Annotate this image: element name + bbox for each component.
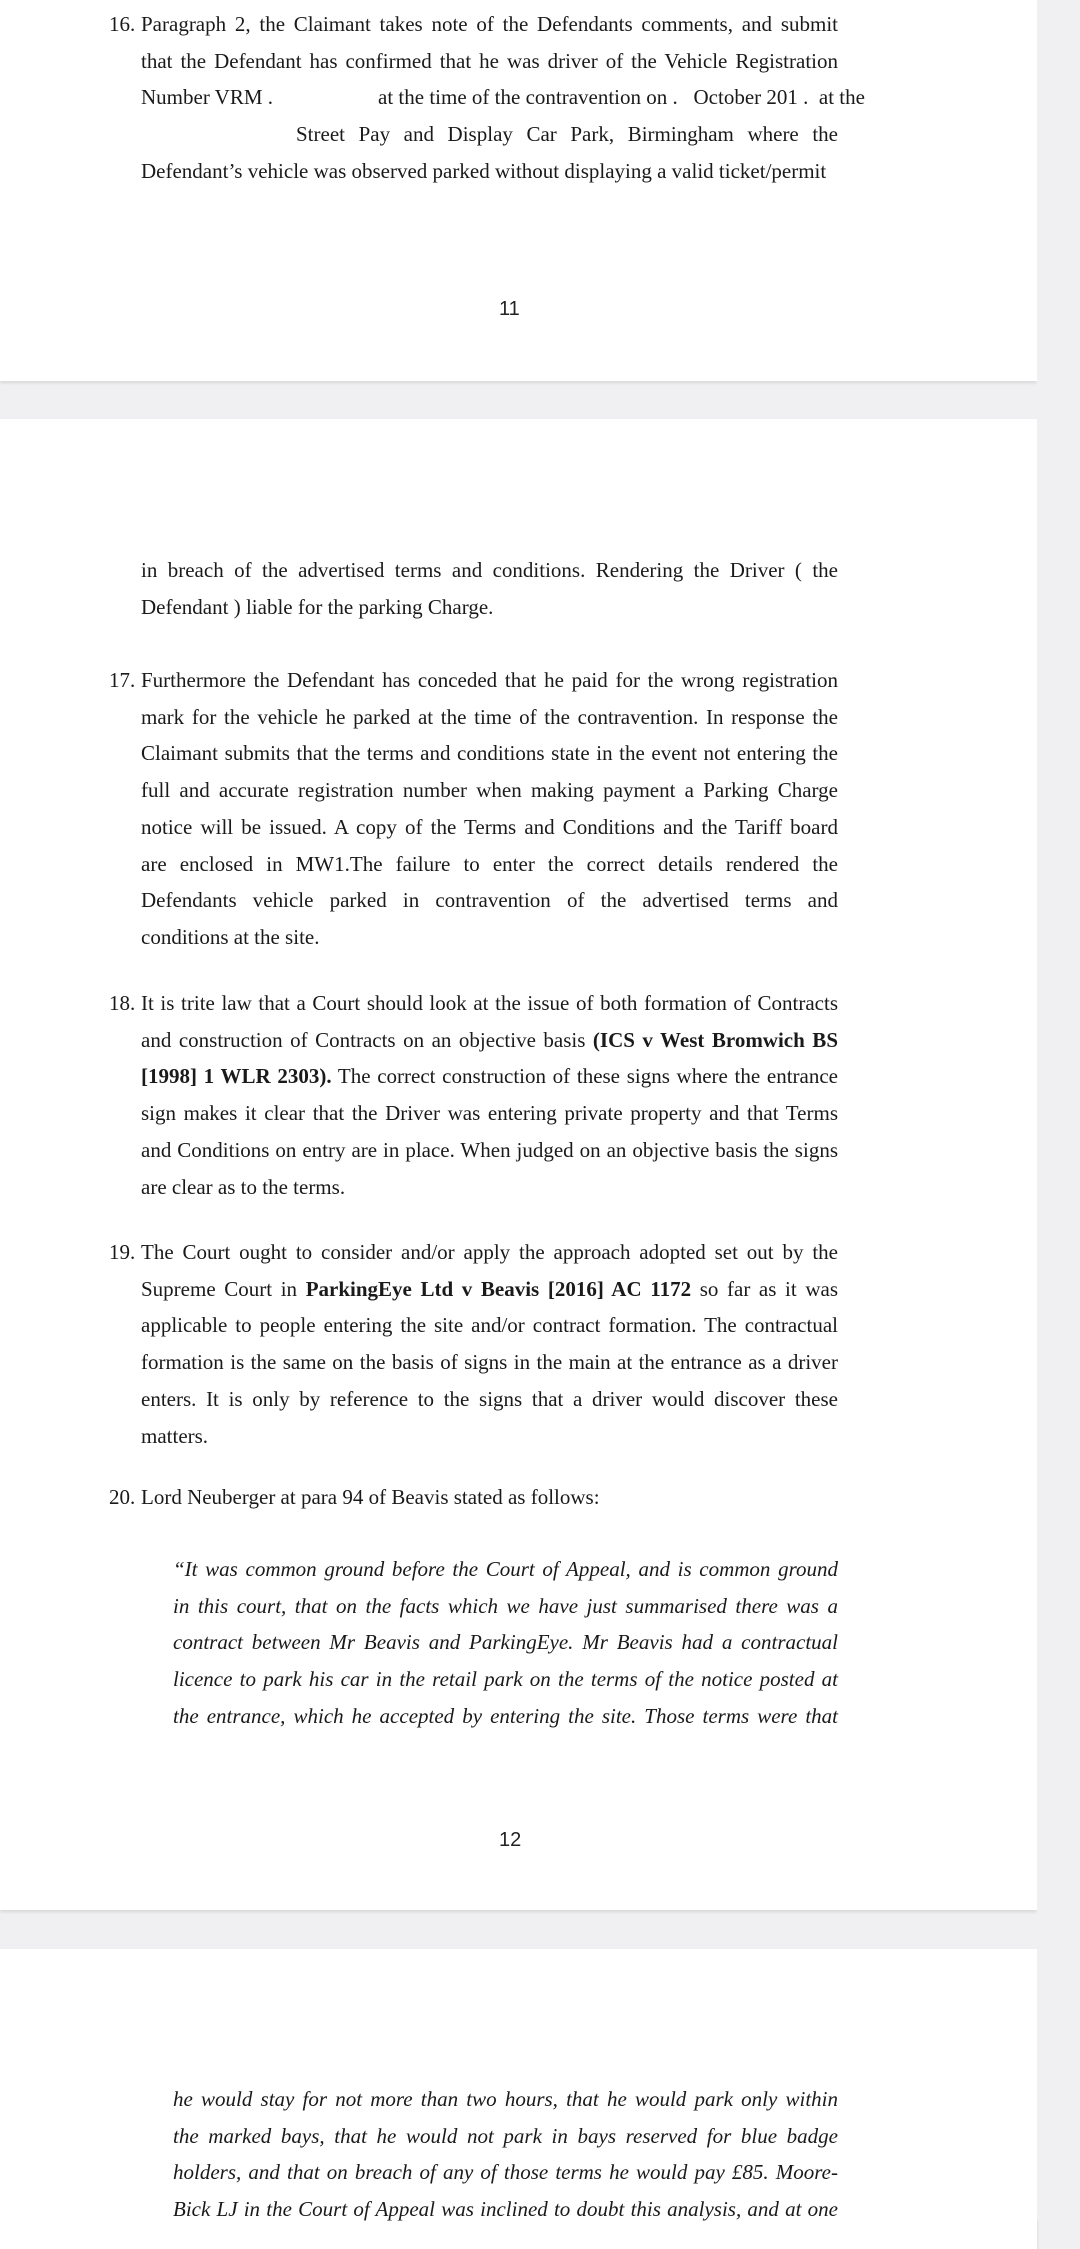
paragraph-20	[141, 1479, 838, 1516]
text-segment: so far as it was	[699, 1276, 838, 1301]
text-line: sign makes it clear that the Driver was entering private property and that Terms	[141, 1101, 838, 1126]
text-line: applicable to people entering the site and/or contract formation. The contractual	[141, 1313, 838, 1338]
text-line: Number VRM . at the time of the contravention on . October 201 . at the	[141, 85, 865, 110]
text-line: The Court ought to consider and/or apply the approach adopted set out by the	[141, 1240, 838, 1264]
quote-line: he would stay for not more than two hours, that he would park only within	[173, 2087, 838, 2111]
text-line: are enclosed in MW1.The failure to enter the correct details rendered the	[141, 851, 838, 876]
text-line: Furthermore the Defendant has conceded that he paid for the wrong registration	[141, 668, 838, 692]
paragraph-continuation	[141, 552, 838, 625]
document-page-11	[0, 0, 1037, 381]
text-line: conditions at the site.	[141, 924, 320, 949]
text-line: Lord Neuberger at para 94 of Beavis stated as follows:	[141, 1485, 600, 1509]
text-segment: Supreme Court in	[141, 1276, 298, 1301]
paragraph-number: 19.	[109, 1240, 136, 1264]
paragraph-19	[141, 1234, 838, 1454]
text-line	[141, 1058, 838, 1095]
text-segment: The correct construction of these signs where the entrance	[331, 1064, 838, 1089]
quote-line: holders, and that on breach of any of those terms he would pay £85. Moore-	[173, 2160, 838, 2185]
text-line: Defendant ) liable for the parking Charge.	[141, 594, 494, 619]
page-number: 11	[499, 298, 520, 320]
quote-line: the entrance, which he accepted by entering the site. Those terms were that	[173, 1703, 838, 1728]
paragraph-16	[141, 6, 865, 190]
text-line: Paragraph 2, the Claimant takes note of the Defendants comments, and submit	[141, 12, 838, 36]
quote-line: licence to park his car in the retail park on the terms of the notice posted at	[173, 1667, 838, 1692]
quote-line: contract between Mr Beavis and ParkingEye. Mr Beavis had a contractual	[173, 1630, 838, 1655]
text-line: that the Defendant has confirmed that he was driver of the Vehicle Registration	[141, 48, 838, 73]
block-quote	[173, 2081, 838, 2228]
text-line: formation is the same on the basis of signs in the main at the entrance as a driver	[141, 1350, 838, 1375]
text-line: in breach of the advertised terms and conditions. Rendering the Driver ( the	[141, 558, 838, 582]
paragraph-number: 16.	[109, 12, 136, 36]
case-citation: [1998] 1 WLR 2303).	[141, 1064, 332, 1089]
text-line	[141, 1022, 838, 1059]
scrollbar-track[interactable]	[1037, 0, 1080, 2220]
case-citation: ParkingEye Ltd v Beavis [2016] AC 1172	[305, 1276, 692, 1301]
document-page-12	[0, 419, 1037, 1910]
text-line: Claimant submits that the terms and conditions state in the event not entering the	[141, 741, 838, 766]
text-line: full and accurate registration number when making payment a Parking Charge	[141, 778, 838, 803]
page-number: 12	[499, 1829, 522, 1851]
quote-line: Bick LJ in the Court of Appeal was inclined to doubt this analysis, and at one	[173, 2197, 838, 2222]
text-line: enters. It is only by reference to the signs that a driver would discover these	[141, 1386, 838, 1411]
quote-line: “It was common ground before the Court of Appeal, and is common ground	[173, 1557, 838, 1581]
text-line: and Conditions on entry are in place. When judged on an objective basis the signs	[141, 1137, 838, 1162]
paragraph-number: 20.	[109, 1485, 136, 1509]
text-line: are clear as to the terms.	[141, 1174, 346, 1199]
text-line	[141, 1271, 838, 1308]
text-line: notice will be issued. A copy of the Terms and Conditions and the Tariff board	[141, 814, 838, 839]
text-line: Defendants vehicle parked in contravention of the advertised terms and	[141, 888, 838, 913]
quote-line: the marked bays, that he would not park in bays reserved for blue badge	[173, 2123, 838, 2148]
document-page-13	[0, 1949, 1037, 2249]
quote-line: in this court, that on the facts which we have just summarised there was a	[173, 1593, 838, 1618]
block-quote	[173, 1551, 838, 1735]
text-line: It is trite law that a Court should look at the issue of both formation of Contracts	[141, 991, 838, 1015]
text-line: Street Pay and Display Car Park, Birmingham where the	[296, 122, 838, 147]
text-line: matters.	[141, 1423, 209, 1448]
paragraph-number: 17.	[109, 668, 136, 692]
paragraph-17	[141, 662, 838, 956]
text-segment: and construction of Contracts on an objective basis	[141, 1027, 586, 1052]
text-line: mark for the vehicle he parked at the time of the contravention. In response the	[141, 704, 838, 729]
text-line: Defendant’s vehicle was observed parked without displaying a valid ticket/permit	[141, 158, 827, 183]
case-citation: (ICS v West Bromwich BS	[592, 1027, 838, 1052]
paragraph-18	[141, 985, 838, 1205]
paragraph-number: 18.	[109, 991, 136, 1015]
